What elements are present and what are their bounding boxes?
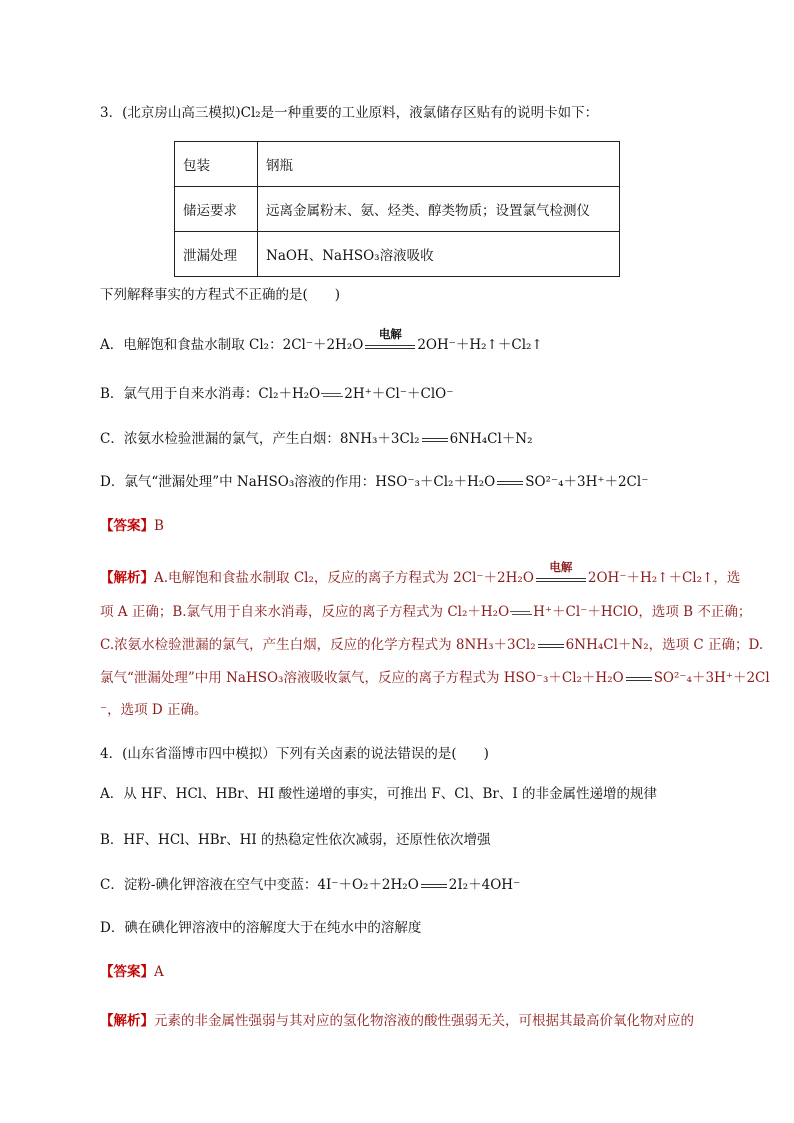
option-c-tail: 6NH₄Cl＋N₂: [449, 431, 533, 447]
analysis-text: 项 A 正确；B.氯气用于自来水消毒，反应的离子方程式为 Cl₂＋H₂O: [100, 604, 510, 620]
q3-option-d: [100, 472, 648, 492]
q4-option-a: A．从 HF、HCl、HBr、HI 酸性递增的事实，可推出 F、Cl、Br、I 的非金属性递增的规律: [100, 786, 657, 802]
option-c-text: C．浓氨水检验泄漏的氯气，产生白烟：8NH₃＋3Cl₂: [100, 431, 420, 447]
q3-analysis-line-3: [100, 635, 763, 655]
q3-analysis-line-2: [100, 602, 751, 622]
q4-answer: [100, 962, 164, 982]
equals-sign-icon: [538, 644, 564, 648]
analysis-label: 【解析】: [100, 570, 154, 586]
answer-label: 【答案】: [100, 964, 154, 980]
q3-option-c: [100, 429, 533, 449]
analysis-text: H⁺＋Cl⁻＋HClO，选项 B 不正确；: [533, 604, 752, 620]
reversible-arrow-icon: [321, 392, 343, 398]
equals-sign-icon: [497, 481, 523, 485]
q3-analysis-line-5: ⁻，选项 D 正确。: [100, 702, 208, 718]
q3-stem: 3．(北京房山高三模拟)Cl₂是一种重要的工业原料，液氯储存区贴有的说明卡如下：: [100, 105, 599, 121]
option-a-tail: 2OH⁻＋H₂↑＋Cl₂↑: [417, 337, 543, 353]
table-row: [175, 232, 620, 277]
q3-analysis-line-1: [100, 560, 741, 588]
analysis-text: 元素的非金属性强弱与其对应的氢化物溶液的酸性强弱无关，可根据其最高价氧化物对应的: [154, 1013, 694, 1029]
q3-option-a: [100, 327, 543, 355]
analysis-text: 氯气“泄漏处理”中用 NaHSO₃溶液吸收氯气，反应的离子方程式为 HSO⁻₃＋Cl₂＋H₂O: [100, 670, 624, 686]
answer-label: 【答案】: [100, 518, 154, 534]
electrolysis-condition: [365, 327, 415, 349]
equals-sign-icon: [421, 884, 447, 888]
analysis-text: 6NH₄Cl＋N₂，选项 C 正确；D.: [565, 637, 764, 653]
table-value: NaOH、NaHSO₃溶液吸收: [258, 232, 620, 277]
table-key: 包装: [175, 142, 258, 187]
q4-option-d: D．碘在碘化钾溶液中的溶解度大于在纯水中的溶解度: [100, 920, 422, 936]
table-key: 储运要求: [175, 187, 258, 232]
analysis-text: 2OH⁻＋H₂↑＋Cl₂↑，选: [587, 570, 741, 586]
analysis-text: C.浓氨水检验泄漏的氯气，产生白烟，反应的化学方程式为 8NH₃＋3Cl₂: [100, 637, 536, 653]
option-d-text: D．氯气“泄漏处理”中 NaHSO₃溶液的作用：HSO⁻₃＋Cl₂＋H₂O: [100, 474, 496, 490]
q4-analysis-line-1: [100, 1011, 694, 1031]
analysis-text: A.电解饱和食盐水制取 Cl₂，反应的离子方程式为 2Cl⁻＋2H₂O: [154, 570, 534, 586]
q3-analysis-line-4: [100, 668, 770, 688]
table-value: 钢瓶: [258, 142, 620, 187]
table-value: 远离金属粉末、氨、烃类、醇类物质；设置氯气检测仪: [258, 187, 620, 232]
answer-value: B: [154, 518, 164, 534]
table-row: [175, 142, 620, 187]
option-b-tail: 2H⁺＋Cl⁻＋ClO⁻: [344, 386, 454, 402]
reversible-arrow-icon: [510, 610, 532, 616]
option-d-tail: SO²⁻₄＋3H⁺＋2Cl⁻: [525, 474, 649, 490]
q4-option-b: B．HF、HCl、HBr、HI 的热稳定性依次减弱，还原性依次增强: [100, 832, 491, 848]
electrolysis-condition: [536, 560, 586, 582]
q4-option-c: [100, 875, 520, 895]
option-a-text: A．电解饱和食盐水制取 Cl₂：2Cl⁻＋2H₂O: [100, 337, 364, 353]
answer-value: A: [154, 964, 164, 980]
q4-stem: 4．(山东省淄博市四中模拟）下列有关卤素的说法错误的是( ): [100, 746, 489, 762]
equals-sign-icon: [422, 438, 448, 442]
equals-sign-icon: [626, 677, 652, 681]
liquid-chlorine-info-card: [174, 141, 620, 277]
q3-option-b: [100, 384, 453, 404]
option-c-tail: 2I₂＋4OH⁻: [448, 877, 521, 893]
analysis-label: 【解析】: [100, 1013, 154, 1029]
table-row: [175, 187, 620, 232]
analysis-text: SO²⁻₄＋3H⁺＋2Cl: [653, 670, 770, 686]
table-key: 泄漏处理: [175, 232, 258, 277]
q3-question: 下列解释事实的方程式不正确的是( ): [100, 287, 341, 303]
condition-label: 电解: [378, 327, 402, 341]
condition-label: 电解: [549, 560, 573, 574]
option-c-text: C．淀粉-碘化钾溶液在空气中变蓝：4I⁻＋O₂＋2H₂O: [100, 877, 419, 893]
q3-answer: [100, 516, 164, 536]
option-b-text: B．氯气用于自来水消毒：Cl₂＋H₂O: [100, 386, 321, 402]
